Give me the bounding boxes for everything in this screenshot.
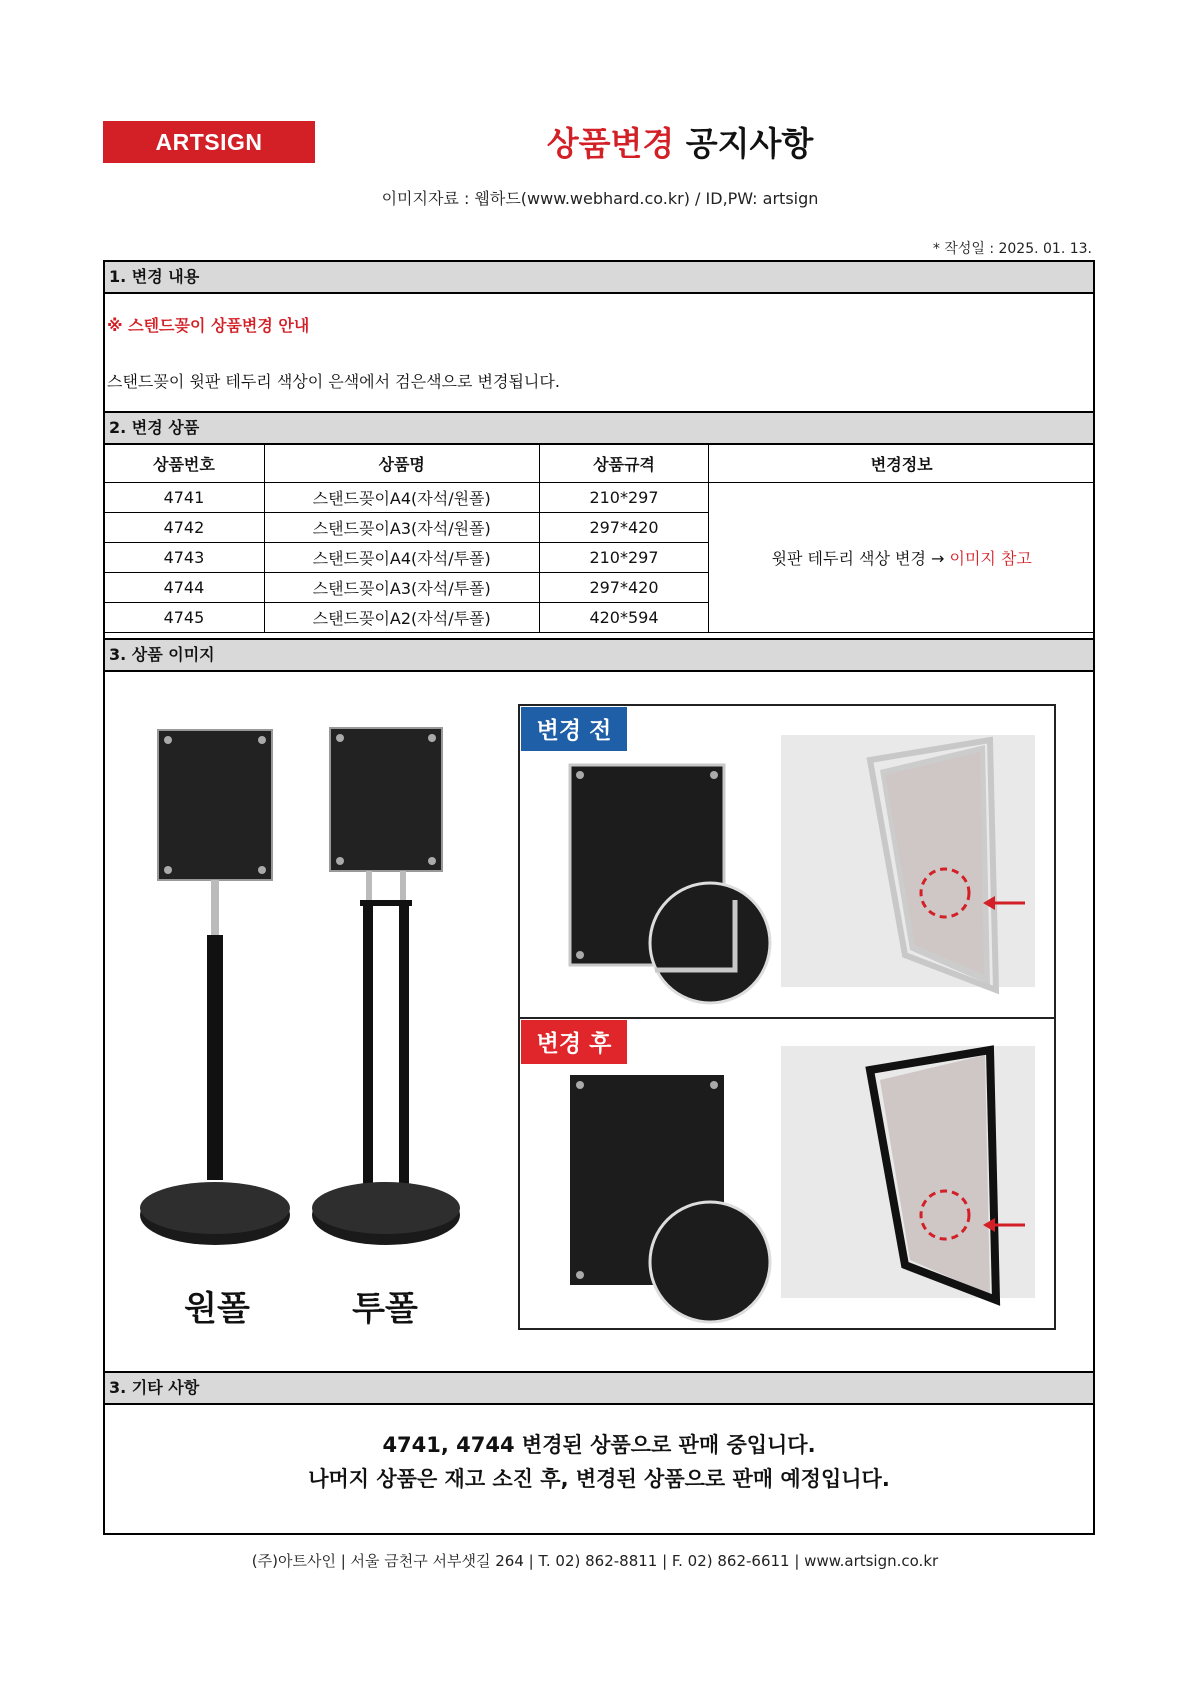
product-number: 4741 <box>104 483 265 513</box>
two-pole-stand-illustration <box>312 728 460 1245</box>
before-detail-photo <box>781 735 1035 990</box>
col-header-name: 상품명 <box>264 445 539 483</box>
product-name: 스탠드꽂이A2(자석/투폴) <box>264 603 539 633</box>
image-source-note: 이미지자료 : 웹하드(www.webhard.co.kr) / ID,PW: artsign <box>381 189 819 208</box>
product-name: 스탠드꽂이A4(자석/투폴) <box>264 543 539 573</box>
notice-text: 스탠드꽂이 윗판 테두리 색상이 은색에서 검은색으로 변경됩니다. <box>107 372 560 391</box>
artsign-logo: ARTSIGN <box>103 121 315 163</box>
product-name: 스탠드꽂이A3(자석/투폴) <box>264 573 539 603</box>
table-row <box>104 483 1095 513</box>
product-name: 스탠드꽂이A4(자석/원폴) <box>264 483 539 513</box>
after-badge-label: 변경 후 <box>536 1031 612 1057</box>
col-header-size: 상품규격 <box>539 445 709 483</box>
product-number: 4742 <box>104 513 265 543</box>
before-badge-label: 변경 전 <box>536 718 612 744</box>
other-note-line-2: 나머지 상품은 재고 소진 후, 변경된 상품으로 판매 예정입니다. <box>308 1467 890 1491</box>
product-image-area <box>105 672 1093 1371</box>
change-info-link: 이미지 참고 <box>949 549 1032 568</box>
product-size: 420*594 <box>539 603 709 633</box>
product-size: 297*420 <box>539 573 709 603</box>
title-highlight: 상품변경 <box>546 124 675 163</box>
product-number: 4744 <box>104 573 265 603</box>
section-heading-changes: 1. 변경 내용 <box>103 260 1095 294</box>
product-number: 4743 <box>104 543 265 573</box>
change-info-cell <box>709 483 1095 633</box>
page-title <box>420 118 940 165</box>
section-heading-images: 3. 상품 이미지 <box>103 638 1095 672</box>
one-pole-label: 원폴 <box>184 1289 250 1329</box>
section-heading-products: 2. 변경 상품 <box>103 411 1095 445</box>
section-heading-other: 3. 기타 사항 <box>103 1371 1095 1405</box>
product-size: 210*297 <box>539 543 709 573</box>
title-rest: 공지사항 <box>685 124 814 163</box>
product-table <box>103 444 1095 633</box>
notice-title: ※ 스텐드꽂이 상품변경 안내 <box>107 316 310 335</box>
one-pole-stand-illustration <box>140 730 290 1245</box>
other-note-line-1: 4741, 4744 변경된 상품으로 판매 중입니다. <box>382 1433 816 1457</box>
product-size: 210*297 <box>539 483 709 513</box>
other-notes <box>103 1428 1095 1496</box>
table-header-row <box>104 445 1095 483</box>
product-size: 297*420 <box>539 513 709 543</box>
change-info-text: 윗판 테두리 색상 변경 → <box>771 549 945 568</box>
after-detail-photo <box>781 1046 1035 1300</box>
product-number: 4745 <box>104 603 265 633</box>
col-header-number: 상품번호 <box>104 445 265 483</box>
company-footer: (주)아트사인 | 서울 금천구 서부샛길 264 | T. 02) 862-8811 | F. 02) 862-6611 | www.artsign.co.kr <box>251 1552 939 1570</box>
written-date: * 작성일 : 2025. 01. 13. <box>932 241 1092 257</box>
product-name: 스탠드꽂이A3(자석/원폴) <box>264 513 539 543</box>
two-pole-label: 투폴 <box>352 1289 418 1329</box>
col-header-change-info: 변경정보 <box>709 445 1095 483</box>
